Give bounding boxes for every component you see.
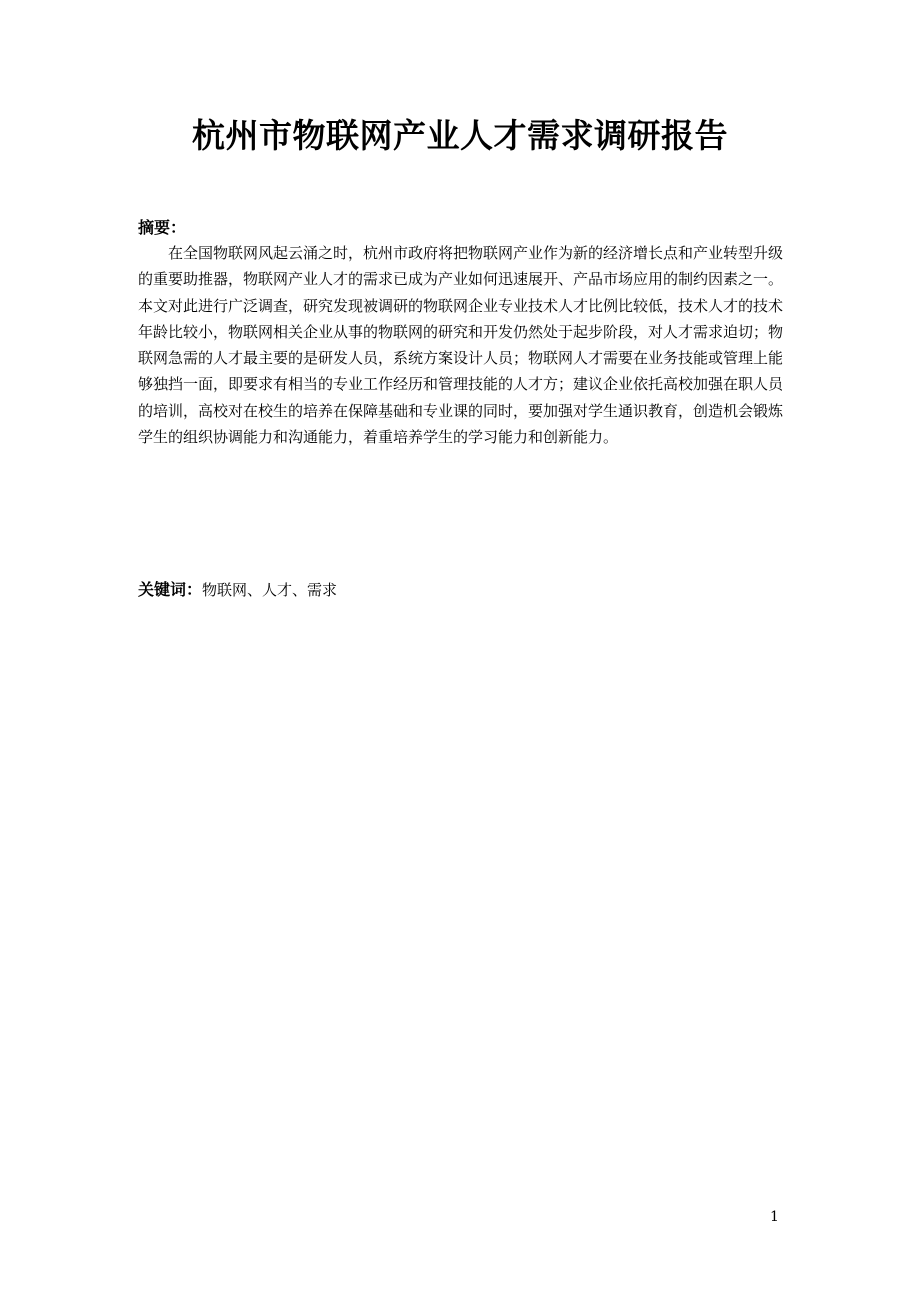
keywords-label: 关键词： — [138, 580, 203, 599]
keywords-line — [138, 578, 337, 602]
keywords-value: 物联网、人才、需求 — [202, 581, 338, 599]
page-number: 1 — [770, 1209, 779, 1225]
document-title: 杭州市物联网产业人才需求调研报告 — [192, 116, 728, 155]
abstract-paragraph: 在全国物联网风起云涌之时，杭州市政府将把物联网产业作为新的经济增长点和产业转型升级的重要助推器，物联网产业人才的需求已成为产业如何迅速展开、产品市场应用的制约因素之一。本文对此进行广泛调查，研究发现被调研的物联网企业专业技术人才比例比较低，技术人才的技术年龄比较小，物联网相关企业从事的物联网的研究和开发仍然处于起步阶段，对人才需求迫切；物联网急需的人才最主要的是研发人员，系统方案设计人员；物联网人才需要在业务技能或管理上能够独挡一面，即要求有相当的专业工作经历和管理技能的人才方；建议企业依托高校加强在职人员的培训，高校对在校生的培养在保障基础和专业课的同时，要加强对学生通识教育，创造机会锻炼学生的组织协调能力和沟通能力，着重培养学生的学习能力和创新能力。 — [138, 244, 784, 447]
abstract-heading: 摘要： — [138, 218, 187, 237]
